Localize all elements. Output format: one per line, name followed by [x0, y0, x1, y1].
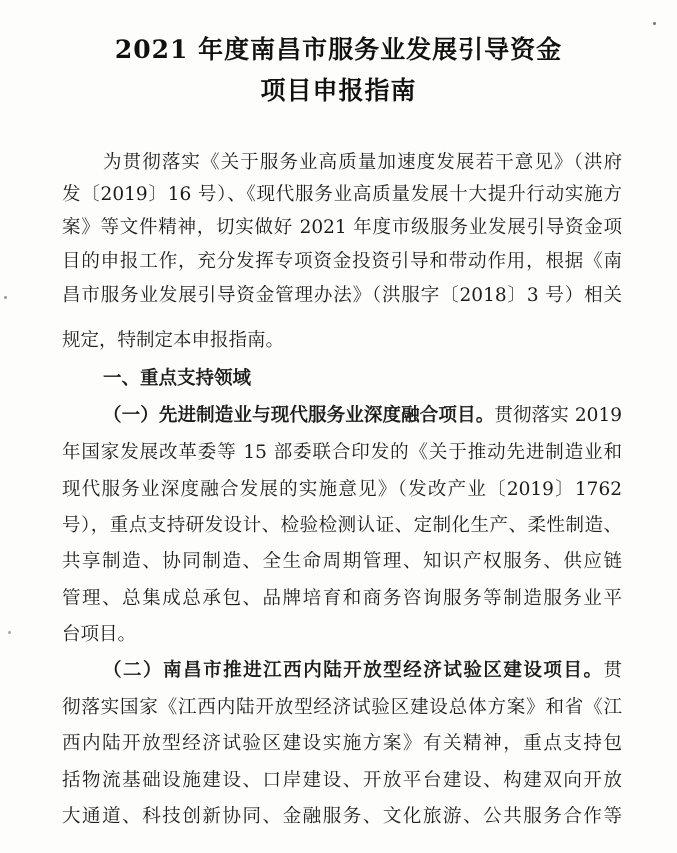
intro-line-4: 目的申报工作，充分发挥专项资金投资引导和带动作用，根据《南	[62, 251, 622, 272]
scan-speck	[4, 296, 7, 299]
intro-line-2: 发〔2019〕16 号）、《现代服务业高质量发展十大提升行动实施方	[62, 184, 622, 205]
item2-lead-bold: （二）南昌市推进江西内陆开放型经济试验区建设项目。	[103, 660, 604, 681]
scan-speck	[653, 22, 656, 25]
item1-line-2: 现代服务业深度融合发展的实施意见》（发改产业〔2019〕1762	[62, 479, 622, 500]
item1-lead-bold: （一）先进制造业与现代服务业深度融合项目。	[103, 405, 495, 426]
intro-line-3: 案》等文件精神，切实做好 2021 年度市级服务业发展引导资金项	[62, 217, 622, 238]
item1-line-6: 台项目。	[62, 624, 137, 645]
scan-speck	[8, 631, 11, 634]
document-title-line-1: 2021 年度南昌市服务业发展引导资金	[114, 35, 563, 64]
item1-line-3: 号），重点支持研发设计、检验检测认证、定制化生产、柔性制造、	[62, 515, 622, 536]
document-title-line-2: 项目申报指南	[260, 76, 417, 105]
intro-line-1: 为贯彻落实《关于服务业高质量加速度发展若干意见》（洪府	[103, 152, 622, 173]
item2-line-1: 彻落实国家《江西内陆开放型经济试验区建设总体方案》和省《江	[62, 697, 622, 718]
item2-line-2: 西内陆开放型经济试验区建设实施方案》有关精神，重点支持包	[62, 733, 622, 754]
item2-lead-line	[103, 659, 622, 683]
item1-lead-line	[103, 404, 622, 428]
item1-line-5: 管理、总集成总承包、品牌培育和商务咨询服务等制造服务业平	[62, 588, 622, 609]
item1-line-1: 年国家发展改革委等 15 部委联合印发的《关于推动先进制造业和	[62, 442, 622, 463]
item1-lead-rest: 贯彻落实 2019	[494, 405, 622, 426]
item2-line-3: 括物流基础设施建设、口岸建设、开放平台建设、构建双向开放	[62, 770, 622, 791]
item2-line-4: 大通道、科技创新协同、金融服务、文化旅游、公共服务合作等	[62, 806, 622, 827]
item2-lead-rest: 贯	[603, 660, 622, 681]
intro-line-6: 规定，特制定本申报指南。	[62, 330, 285, 351]
item1-line-4: 共享制造、协同制造、全生命周期管理、知识产权服务、供应链	[62, 551, 622, 572]
intro-line-5: 昌市服务业发展引导资金管理办法》（洪服字〔2018〕3 号）相关	[62, 285, 622, 306]
section-heading-1: 一、重点支持领域	[103, 368, 252, 389]
